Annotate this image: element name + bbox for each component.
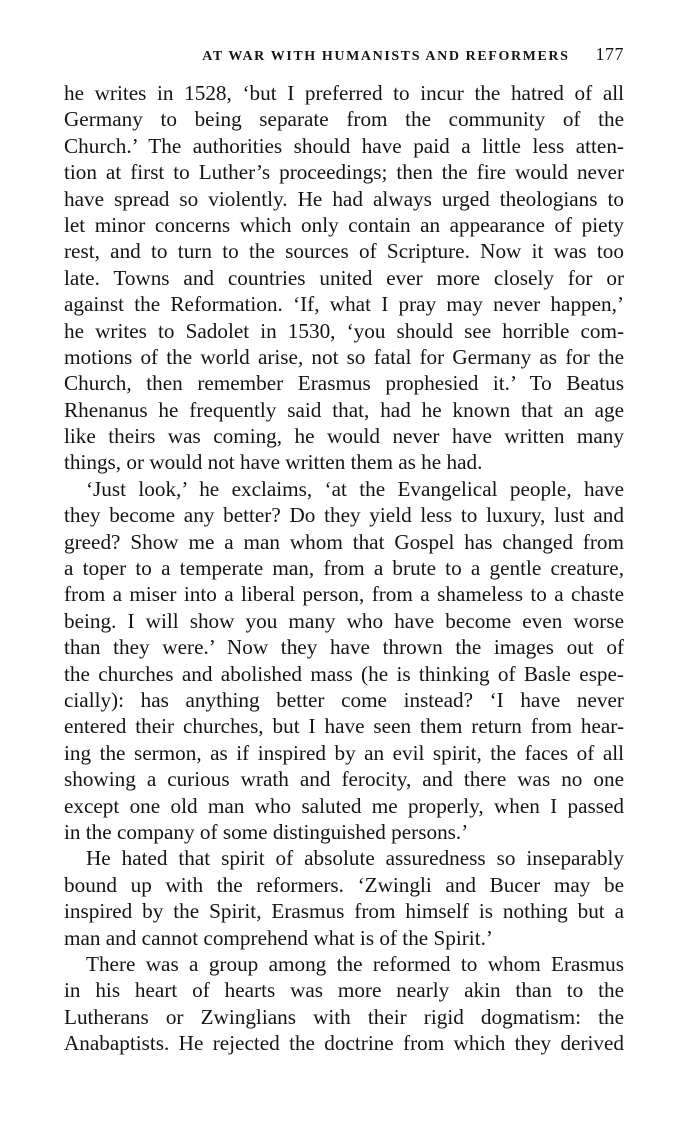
text-line: against the Reformation. ‘If, what I pray may never happen,’ xyxy=(64,292,624,317)
text-line: from a miser into a liberal person, from a shameless to a chaste xyxy=(64,582,624,607)
text-line: Church, then remember Erasmus prophesied it.’ To Beatus xyxy=(64,371,624,396)
book-page xyxy=(64,44,624,1056)
paragraph xyxy=(64,845,624,951)
text-line: entered their churches, but I have seen them return from hear- xyxy=(64,714,624,739)
text-line: inspired by the Spirit, Erasmus from himself is nothing but a xyxy=(64,899,624,924)
text-line: in his heart of hearts was more nearly akin than to the xyxy=(64,978,624,1003)
text-line: He hated that spirit of absolute assuredness so inseparably xyxy=(86,846,624,871)
text-line: There was a group among the reformed to whom Erasmus xyxy=(86,951,624,976)
text-line: things, or would not have written them as he had. xyxy=(64,450,483,475)
text-line: let minor concerns which only contain an appearance of piety xyxy=(64,212,624,237)
text-line: Anabaptists. He rejected the doctrine from which they derived xyxy=(64,1031,624,1056)
text-line: showing a curious wrath and ferocity, and there was no one xyxy=(64,767,624,792)
text-line: rest, and to turn to the sources of Scripture. Now it was too xyxy=(64,239,624,264)
text-line: motions of the world arise, not so fatal for Germany as for the xyxy=(64,344,624,369)
text-line: cially): has anything better come instead? ‘I have never xyxy=(64,687,624,712)
text-line: being. I will show you many who have become even worse xyxy=(64,608,624,633)
text-line: the churches and abolished mass (he is thinking of Basle espe- xyxy=(64,661,624,686)
running-head xyxy=(64,44,624,74)
running-title: AT WAR WITH HUMANISTS AND REFORMERS xyxy=(202,49,570,64)
text-line: he writes in 1528, ‘but I preferred to incur the hatred of all xyxy=(64,81,624,105)
paragraph xyxy=(64,80,624,476)
text-line: tion at first to Luther’s proceedings; then the fire would never xyxy=(64,160,624,185)
text-line: greed? Show me a man whom that Gospel has changed from xyxy=(64,529,624,554)
paragraph xyxy=(64,476,624,845)
text-line: bound up with the reformers. ‘Zwingli and Bucer may be xyxy=(64,872,624,897)
text-line: they become any better? Do they yield less to luxury, lust and xyxy=(64,503,624,528)
text-line: Lutherans or Zwinglians with their rigid dogmatism: the xyxy=(64,1004,624,1029)
text-line: late. Towns and countries united ever more closely for or xyxy=(64,265,624,290)
text-line: than they were.’ Now they have thrown the images out of xyxy=(64,635,624,660)
text-line: ing the sermon, as if inspired by an evil spirit, the faces of all xyxy=(64,740,624,765)
text-line: like theirs was coming, he would never have written many xyxy=(64,424,624,449)
text-line: except one old man who saluted me properly, when I passed xyxy=(64,793,624,818)
text-line: Germany to being separate from the community of the xyxy=(64,107,624,132)
text-line: in the company of some distinguished persons.’ xyxy=(64,819,469,844)
text-line: man and cannot comprehend what is of the Spirit.’ xyxy=(64,925,493,950)
text-line: he writes to Sadolet in 1530, ‘you should see horrible com- xyxy=(64,318,624,343)
text-line: Church.’ The authorities should have paid a little less atten- xyxy=(64,133,624,158)
body-text xyxy=(64,80,624,1056)
text-line: Rhenanus he frequently said that, had he known that an age xyxy=(64,397,624,422)
text-line: have spread so violently. He had always urged theologians to xyxy=(64,186,624,211)
page-number: 177 xyxy=(595,44,624,64)
paragraph xyxy=(64,951,624,1057)
text-line: a toper to a temperate man, from a brute to a gentle creature, xyxy=(64,556,624,581)
text-line: ‘Just look,’ he exclaims, ‘at the Evangelical people, have xyxy=(86,476,624,501)
